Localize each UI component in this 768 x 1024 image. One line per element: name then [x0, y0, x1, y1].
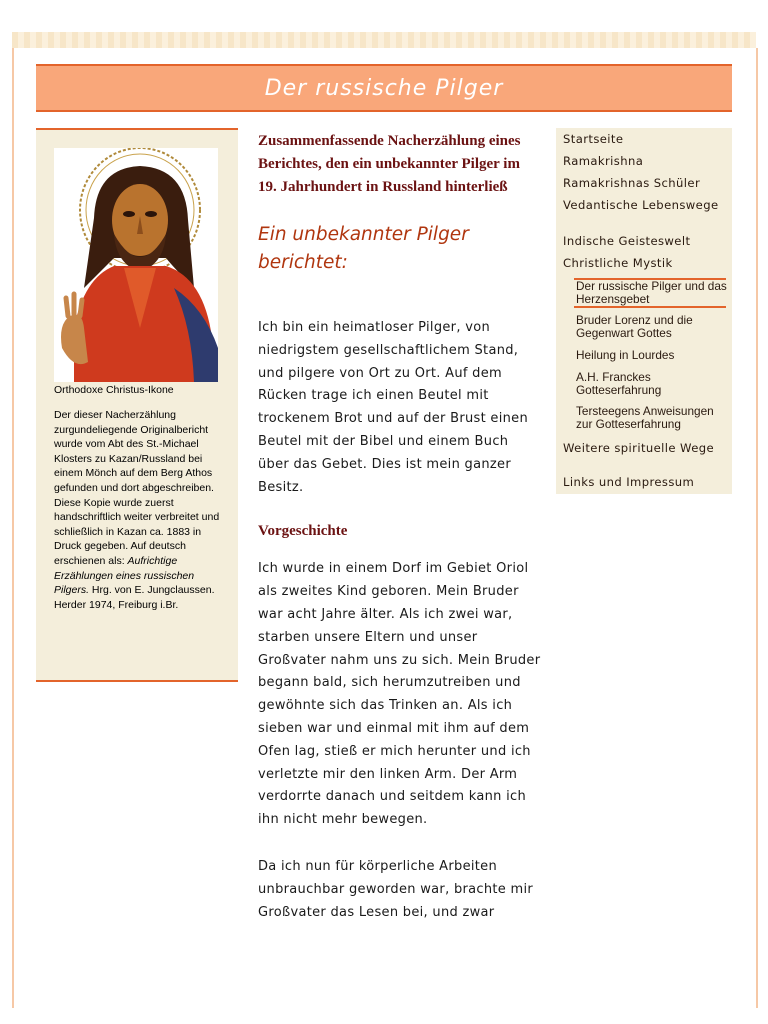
nav-item-weitere-wege[interactable]: Weitere spirituelle Wege: [563, 441, 715, 455]
decorative-top-border: [12, 32, 756, 48]
nav-subitem-heilung-lourdes[interactable]: Heilung in Lourdes: [576, 348, 675, 362]
section-subtitle: Ein unbekannter Pilger berichtet:: [258, 224, 469, 273]
nav-item-indische-geisteswelt[interactable]: Indische Geisteswelt: [563, 234, 691, 248]
nav-item-links-impressum[interactable]: Links und Impressum: [563, 475, 695, 489]
nav-item-christliche-mystik[interactable]: Christliche Mystik: [563, 256, 673, 270]
main-content: [258, 130, 542, 948]
book-title: Aufrichtige Erzählungen eines russischen Pilgers.: [54, 554, 195, 597]
nav-subitem-tersteegen[interactable]: Tersteegens Anweisungen zur Gotteserfahrung: [576, 404, 714, 431]
nav-subitem-francke[interactable]: A.H. Franckes Gotteserfahrung: [576, 370, 662, 397]
christ-icon: [54, 148, 218, 382]
paragraph: Ich wurde in einem Dorf im Gebiet Oriol als zweites Kind geboren. Mein Bruder war acht Jahre älter. Als ich zwei war, starben unsere Eltern und unser Großvater nahm uns zu sich. Mein Bruder begann bald, sich herumzutreiben und gewöhnte sich das Trinken an. Als ich sieben war und einmal mit ihm auf dem Ofen lag, stieß er mich herunter und ich verletzte mir den linken Arm. Der Arm verdorrte danach und seitdem kann ich ihn nicht mehr bewegen.: [258, 561, 541, 828]
paragraph: Da ich nun für körperliche Arbeiten unbrauchbar geworden war, brachte mir Großvater das Lesen bei, und zwar: [258, 858, 534, 920]
page-title: Der russische Pilger: [264, 75, 504, 101]
left-sidebar: [36, 128, 238, 682]
image-caption: Orthodoxe Christus-Ikone: [54, 384, 174, 396]
section-heading-vorgeschichte: Vorgeschichte: [258, 523, 348, 540]
nav-item-vedantische-lebenswege[interactable]: Vedantische Lebenswege: [563, 198, 719, 212]
nav-subitem-bruder-lorenz[interactable]: Bruder Lorenz und die Gegenwart Gottes: [576, 313, 693, 340]
page-banner: [36, 64, 732, 112]
intro-paragraph: Ich bin ein heimatloser Pilger, von niedrigstem gesellschaftlichem Stand, und pilgere von Ort zu Ort. Auf dem Rücken trage ich einen Beutel mit trockenem Brot und auf der Brust einen Beutel mit der Bibel und einem Buch über das Gebet. Dies ist mein ganzer Besitz.: [258, 320, 529, 495]
nav-item-startseite[interactable]: Startseite: [563, 132, 624, 146]
source-note-publisher: Hrg. von E. Jungclaussen. Herder 1974, Freiburg i.Br.: [54, 584, 215, 611]
summary-heading: Zusammenfassende Nacherzählung eines Berichtes, den ein unbekannter Pilger im 19. Jahrhundert in Russland hinterließ: [258, 133, 521, 195]
nav-item-ramakrishna[interactable]: Ramakrishna: [563, 154, 644, 168]
nav-divider: [574, 306, 726, 308]
christ-icon-image: [54, 148, 218, 382]
nav-item-ramakrishnas-schueler[interactable]: Ramakrishnas Schüler: [563, 176, 701, 190]
source-note-text: Der dieser Nacherzählung zurgundeliegende Originalbericht wurde vom Abt des St.-Michael Klosters zu Kazan/Russland bei einem Mönch auf dem Berg Athos gefunden und dort abgeschreiben. Diese Kopie wurde zuerst handschriftlich weiter verbreitet und schließlich in Kazan ca. 1883 in Druck gegeben. Auf deutsch erschienen als:: [54, 409, 220, 567]
navigation-sidebar: [556, 128, 732, 494]
nav-subitem-russischer-pilger[interactable]: Der russische Pilger und das Herzensgebet: [576, 279, 727, 306]
source-note: [54, 408, 224, 612]
